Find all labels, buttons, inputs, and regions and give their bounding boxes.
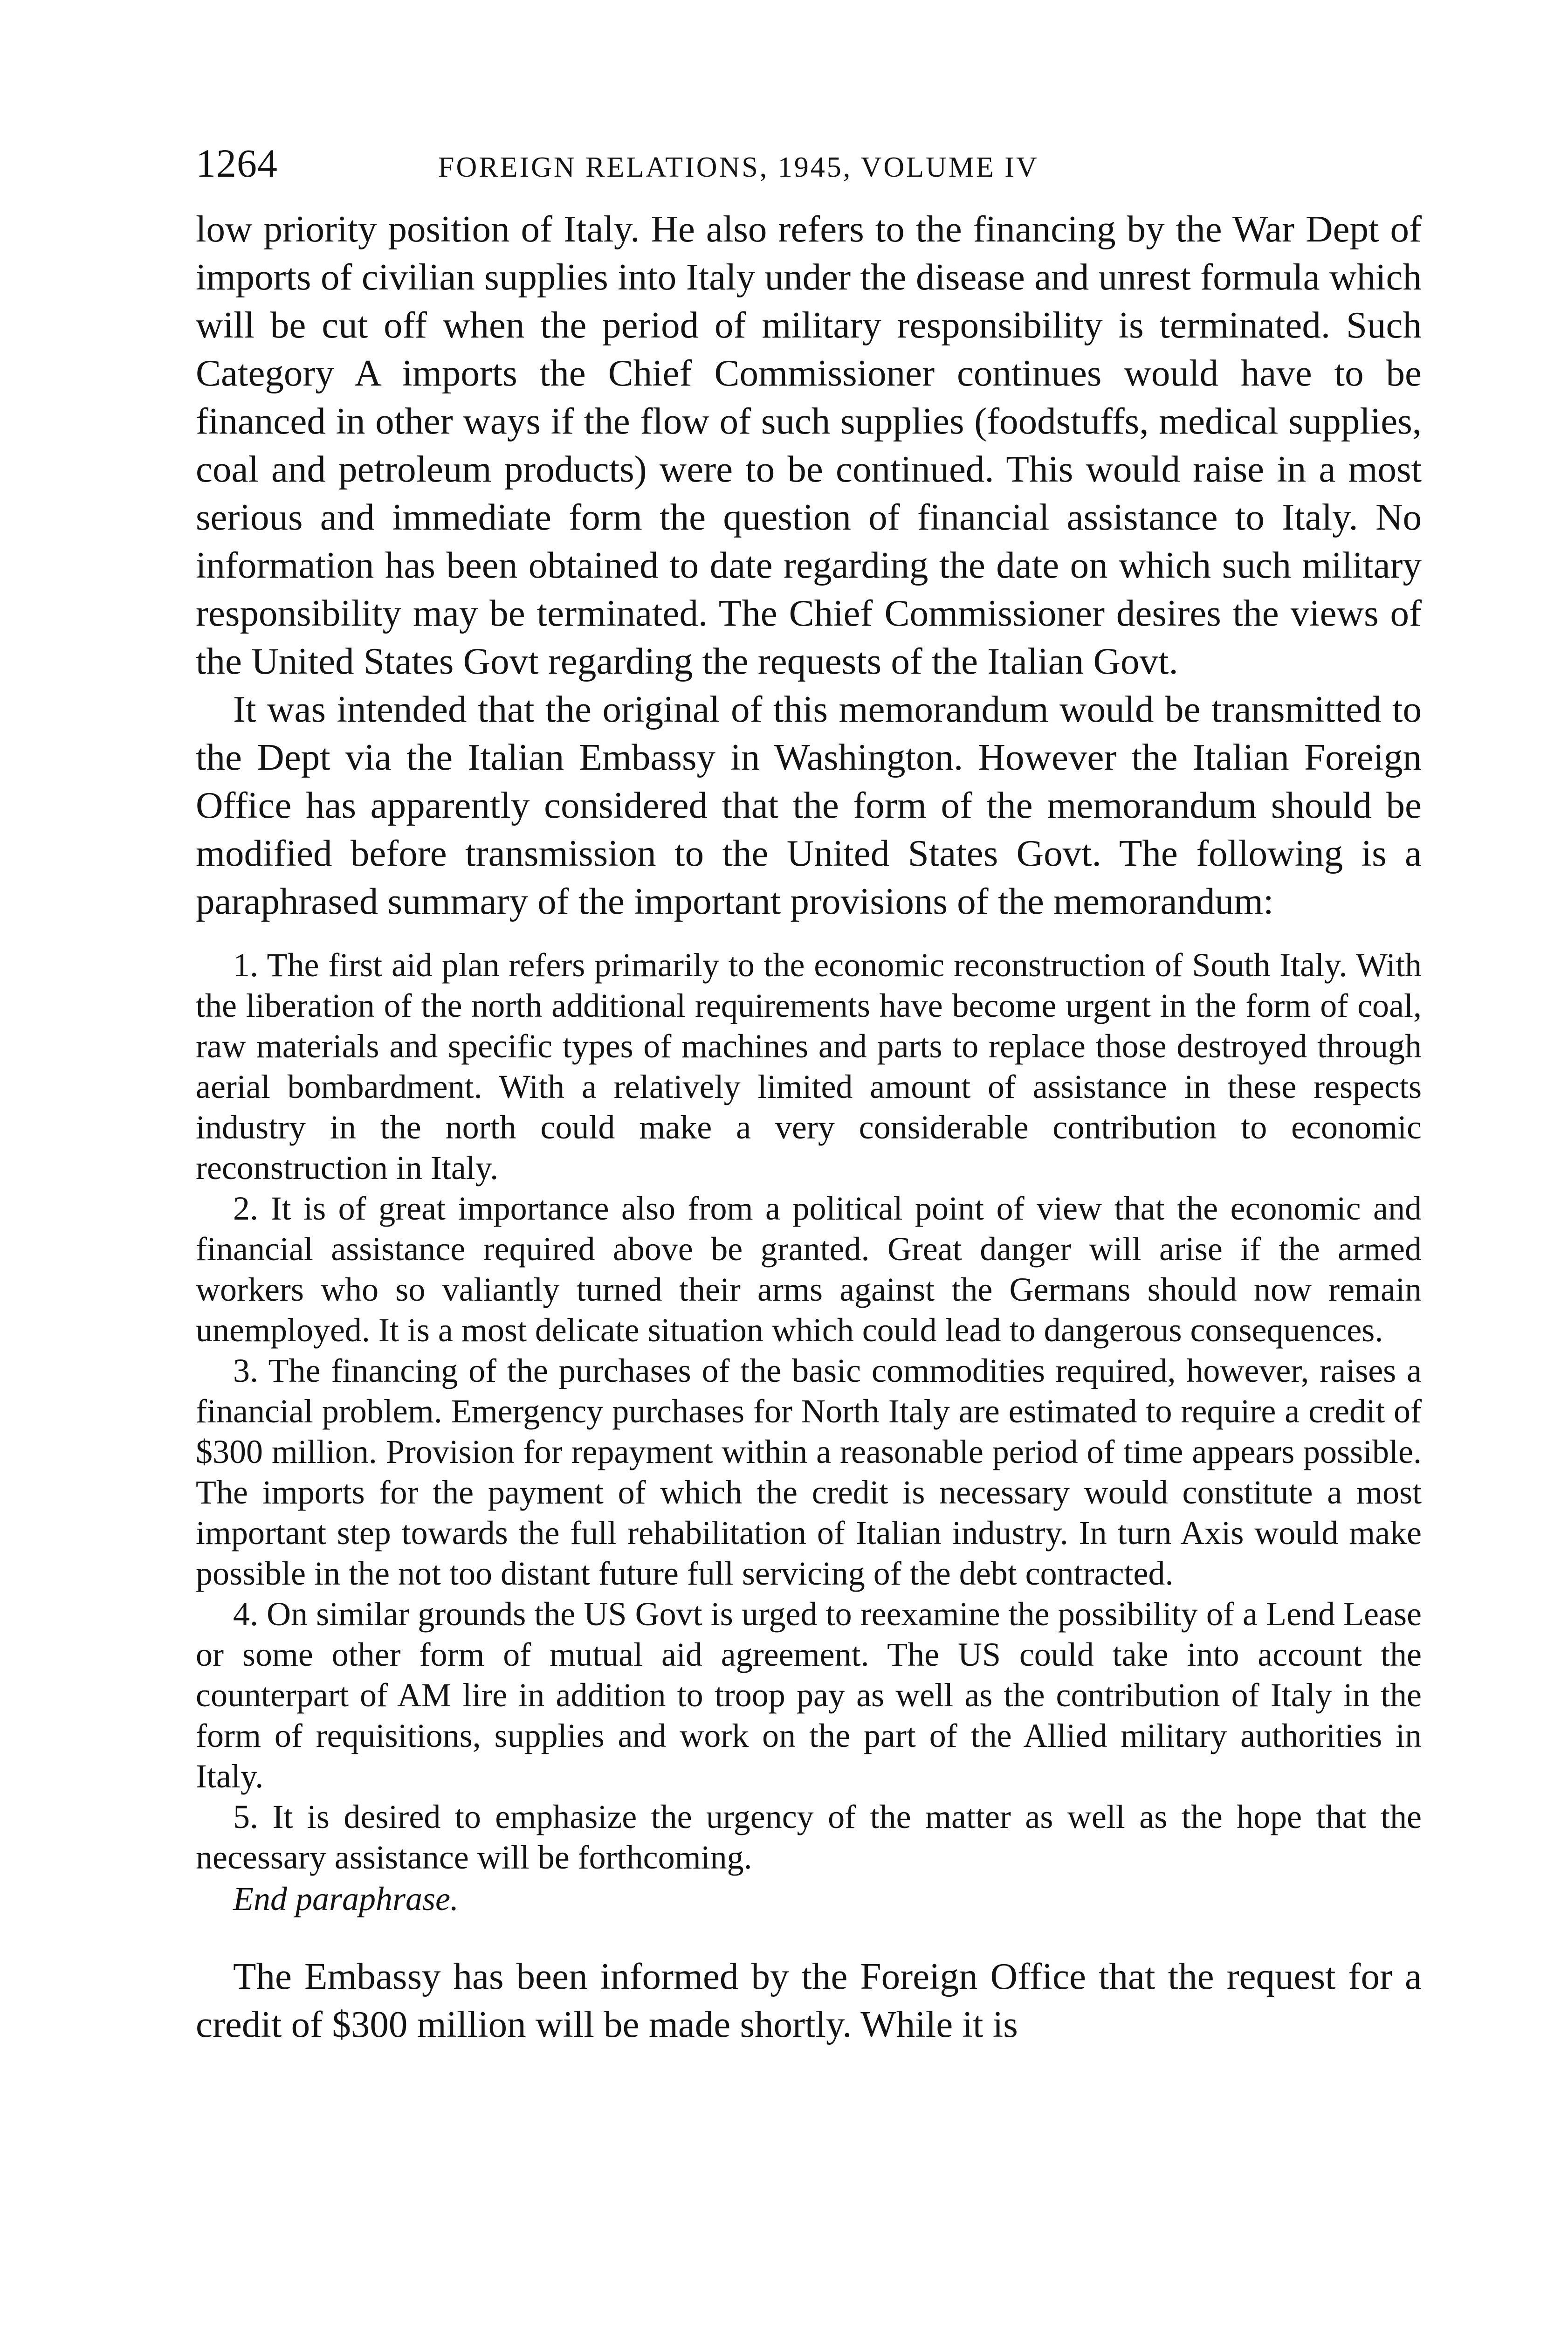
- continuation-paragraph: low priority position of Italy. He also refers to the financing by the War Dept of imports of civilian supplies into Italy under the disease and unrest formula which will be cut off when the period of military responsibility is terminated. Such Category A imports the Chief Commissioner continues would have to be financed in other ways if the flow of such supplies (foodstuffs, medical supplies, coal and petroleum products) were to be continued. This would raise in a most serious and immediate form the question of financial assistance to Italy. No information has been obtained to date regarding the date on which such military responsibility may be terminated. The Chief Commissioner desires the views of the United States Govt regarding the requests of the Italian Govt.: [196, 208, 1422, 682]
- running-head: FOREIGN RELATIONS, 1945, VOLUME IV: [438, 152, 1039, 183]
- provision-item-1: 1. The first aid plan refers primarily to the economic reconstruction of South Italy. With the liberation of the north additional requirements have become urgent in the form of coal, raw materials and specific types of machines and parts to replace those destroyed through aerial bombardment. With a relatively limited amount of assistance in these respects industry in the north could make a very considerable contribution to economic reconstruction in Italy.: [196, 946, 1422, 1186]
- page-number: 1264: [196, 141, 278, 186]
- closing-paragraph: The Embassy has been informed by the Foreign Office that the request for a credit of $300 million will be made shortly. While it is: [196, 1955, 1422, 2045]
- end-paraphrase-note: End paraphrase.: [233, 1880, 459, 1917]
- provision-item-2: 2. It is of great importance also from a political point of view that the economic and financial assistance required above be granted. Great danger will arise if the armed workers who so valiantly turned their arms against the Germans should now remain unemployed. It is a most delicate situation which could lead to dangerous consequences.: [196, 1190, 1422, 1349]
- provision-item-3: 3. The financing of the purchases of the basic commodities required, however, raises a financial problem. Emergency purchases for North Italy are estimated to require a credit of $300 million. Provision for repayment within a reasonable period of time appears possible. The imports for the payment of which the credit is necessary would constitute a most important step towards the full rehabilitation of Italian industry. In turn Axis would make possible in the not too distant future full servicing of the debt contracted.: [196, 1352, 1422, 1592]
- intro-paragraph: It was intended that the original of this memorandum would be transmitted to the Dept via the Italian Embassy in Washington. However the Italian Foreign Office has apparently considered that the form of the memorandum should be modified before transmission to the United States Govt. The following is a paraphrased summary of the important provisions of the memorandum:: [196, 688, 1422, 922]
- provision-item-4: 4. On similar grounds the US Govt is urged to reexamine the possibility of a Lend Lease or some other form of mutual aid agreement. The US could take into account the counterpart of AM lire in addition to troop pay as well as the contribution of Italy in the form of requisitions, supplies and work on the part of the Allied military authorities in Italy.: [196, 1595, 1422, 1795]
- provisions-list: [196, 945, 1422, 1920]
- page-header: [196, 140, 1422, 205]
- provision-item-5: 5. It is desired to emphasize the urgency of the matter as well as the hope that the necessary assistance will be forthcoming.: [196, 1798, 1422, 1876]
- document-page: [196, 140, 1422, 2048]
